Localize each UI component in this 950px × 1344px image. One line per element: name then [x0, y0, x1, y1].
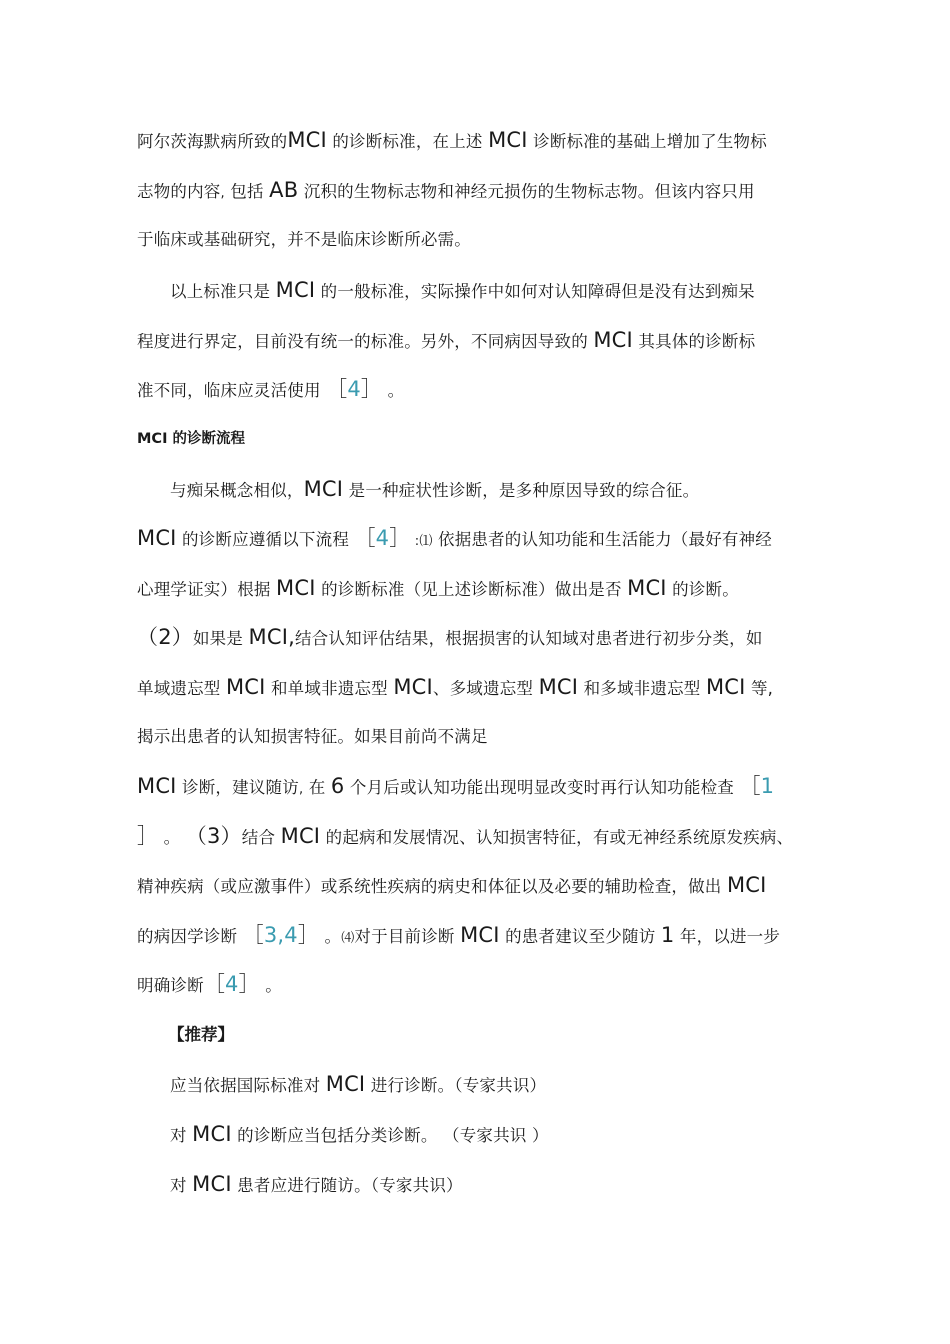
mci-term: MCI [275, 278, 316, 302]
mci-term: MCI [460, 923, 500, 947]
mci-term: MCI [137, 774, 177, 798]
mci-term: MCI, [248, 625, 295, 649]
text: 单域遗忘型 [137, 679, 226, 698]
text: 的诊断应遵循以下流程 [176, 530, 355, 549]
bracket: ［ [739, 774, 761, 798]
paragraph4-line5: 揭示出患者的认知损害特征。如果目前尚不满足 [137, 727, 488, 746]
text: 进行诊断。（专家共识） [365, 1076, 547, 1095]
text: 以上标准只是 [170, 282, 276, 301]
text: 程度进行界定，目前没有统一的标准。另外，不同病因导致的 [137, 332, 594, 351]
text: 明确诊断 [137, 976, 204, 995]
paragraph4-line7 [137, 823, 793, 851]
text: 阿尔茨海默病所致的 [137, 132, 288, 151]
paragraph4-line9 [137, 922, 780, 952]
text: 对 [170, 1176, 193, 1195]
text: 是一种症状性诊断，是多种原因导致的综合征。 [343, 481, 700, 500]
text: 等, [745, 679, 774, 698]
recommendation-item-3 [170, 1171, 463, 1199]
mci-term: MCI [280, 824, 321, 848]
mci-term: MCI [627, 576, 667, 600]
text: 诊断标准的基础上增加了生物标 [527, 132, 767, 151]
comma: , [220, 186, 225, 201]
mci-term: MCI [192, 1172, 232, 1196]
paragraph4-line10 [137, 971, 282, 999]
mci-term: MCI [276, 576, 316, 600]
text: 其具体的诊断标 [632, 332, 756, 351]
paragraph2-line1 [170, 277, 755, 305]
citation-link[interactable]: 4 [347, 377, 361, 401]
bracket: ］ [297, 923, 320, 947]
text: 的诊断应当包括分类诊断。 （专家共识 ） [231, 1126, 549, 1145]
recommendation-item-1 [170, 1071, 546, 1099]
paragraph4-line1 [137, 525, 772, 555]
bracket: ］ [389, 526, 411, 550]
text: 与痴呆概念相似， [170, 481, 304, 500]
mci-term: MCI [593, 328, 633, 352]
paragraph4-line6 [137, 773, 774, 803]
text: 。 [158, 828, 186, 847]
text: 的患者建议至少随访 [499, 927, 661, 946]
mci-term: MCI [325, 1072, 366, 1096]
text: 。 [319, 927, 342, 946]
mci-term: MCI [705, 675, 746, 699]
text: 诊断，建议随访 [176, 778, 299, 797]
section-heading: MCI 的诊断流程 [137, 431, 246, 447]
text: 包括 [224, 182, 270, 201]
text: 的一般标准，实际操作中如何对认知障碍但是没有达到痴呆 [315, 282, 755, 301]
text: 对 [170, 1126, 193, 1145]
text: 、多域遗忘型 [432, 679, 539, 698]
text: 的诊断标准，在上述 [326, 132, 489, 151]
ab-term: AB [269, 178, 299, 202]
mci-term: MCI [488, 128, 528, 152]
bracket: ］ [238, 972, 260, 996]
step-number: （2） [137, 625, 193, 649]
paragraph4-line3 [137, 624, 763, 652]
citation-link[interactable]: 1 [760, 774, 775, 798]
mci-term: MCI [538, 675, 579, 699]
text: 在 [303, 778, 331, 797]
bracket: ［ [326, 377, 348, 401]
paragraph1-line2 [137, 177, 755, 207]
text: 应当依据国际标准对 [170, 1076, 326, 1095]
text: 准不同，临床应灵活使用 [137, 381, 327, 400]
citation-link[interactable]: 4 [225, 972, 239, 996]
bracket: ［ [354, 526, 376, 550]
text: 的诊断标准（见上述诊断标准）做出是否 [315, 580, 628, 599]
text: 和多域非遗忘型 [578, 679, 706, 698]
bracket: ［ [242, 923, 264, 947]
paragraph2-line2 [137, 327, 755, 355]
paragraph2-line3 [137, 376, 404, 404]
mci-term: MCI [303, 477, 344, 501]
paragraph4-line2 [137, 575, 739, 603]
citation-link[interactable]: 4 [375, 526, 390, 550]
text: 依据患者的认知功能和生活能力（最好有神经 [432, 530, 773, 549]
colon: : [410, 534, 420, 549]
comma: , [298, 782, 304, 797]
mci-term: MCI [137, 526, 177, 550]
paragraph3-line1 [170, 476, 699, 504]
text: 的诊断。 [666, 580, 739, 599]
text: 的起病和发展情况、认知损害特征，有或无神经系统原发疾病、 [320, 828, 794, 847]
paragraph4-line8 [137, 872, 767, 900]
bracket: ］ [137, 824, 159, 848]
text: 的病因学诊断 [137, 927, 243, 946]
text: 志物的内容 [137, 182, 221, 201]
text: 精神疾病（或应激事件）或系统性疾病的病史和体征以及必要的辅助检查，做出 [137, 877, 727, 896]
text: 。 [259, 976, 282, 995]
text: 和单域非遗忘型 [265, 679, 394, 698]
paragraph4-line4 [137, 674, 773, 702]
number: 6 [330, 774, 345, 798]
paragraph1-line1 [137, 127, 767, 155]
text: 年，以进一步 [674, 927, 781, 946]
mci-term: MCI [225, 675, 266, 699]
paragraph1-line3: 于临床或基础研究，并不是临床诊断所必需。 [137, 230, 471, 249]
text: 心理学证实）根据 [137, 580, 277, 599]
mci-term: MCI [287, 128, 327, 152]
bracket: ［ [203, 972, 226, 996]
text: 如果是 [192, 629, 249, 648]
text: 患者应进行随访。（专家共识） [231, 1176, 463, 1195]
recommendation-item-2 [170, 1121, 549, 1149]
number: 1 [660, 923, 675, 947]
text: 对于目前诊断 [354, 927, 461, 946]
text: 个月后或认知功能出现明显改变时再行认知功能检查 [344, 778, 740, 797]
citation-link[interactable]: 3,4 [263, 923, 298, 947]
text: 结合认知评估结果，根据损害的认知域对患者进行初步分类，如 [294, 629, 763, 648]
step-number: ⑴ [419, 534, 433, 549]
text: 沉积的生物标志物和神经元损伤的生物标志物。但该内容只用 [298, 182, 755, 201]
mci-term: MCI [393, 675, 433, 699]
text: 结合 [241, 828, 281, 847]
bracket: ］ [360, 377, 383, 401]
step-number: （3） [185, 824, 242, 848]
mci-term: MCI [726, 873, 767, 897]
mci-term: MCI [192, 1122, 232, 1146]
text: 。 [382, 381, 405, 400]
step-number: ⑷ [341, 931, 355, 946]
recommendation-heading: 【推荐】 [168, 1025, 234, 1044]
